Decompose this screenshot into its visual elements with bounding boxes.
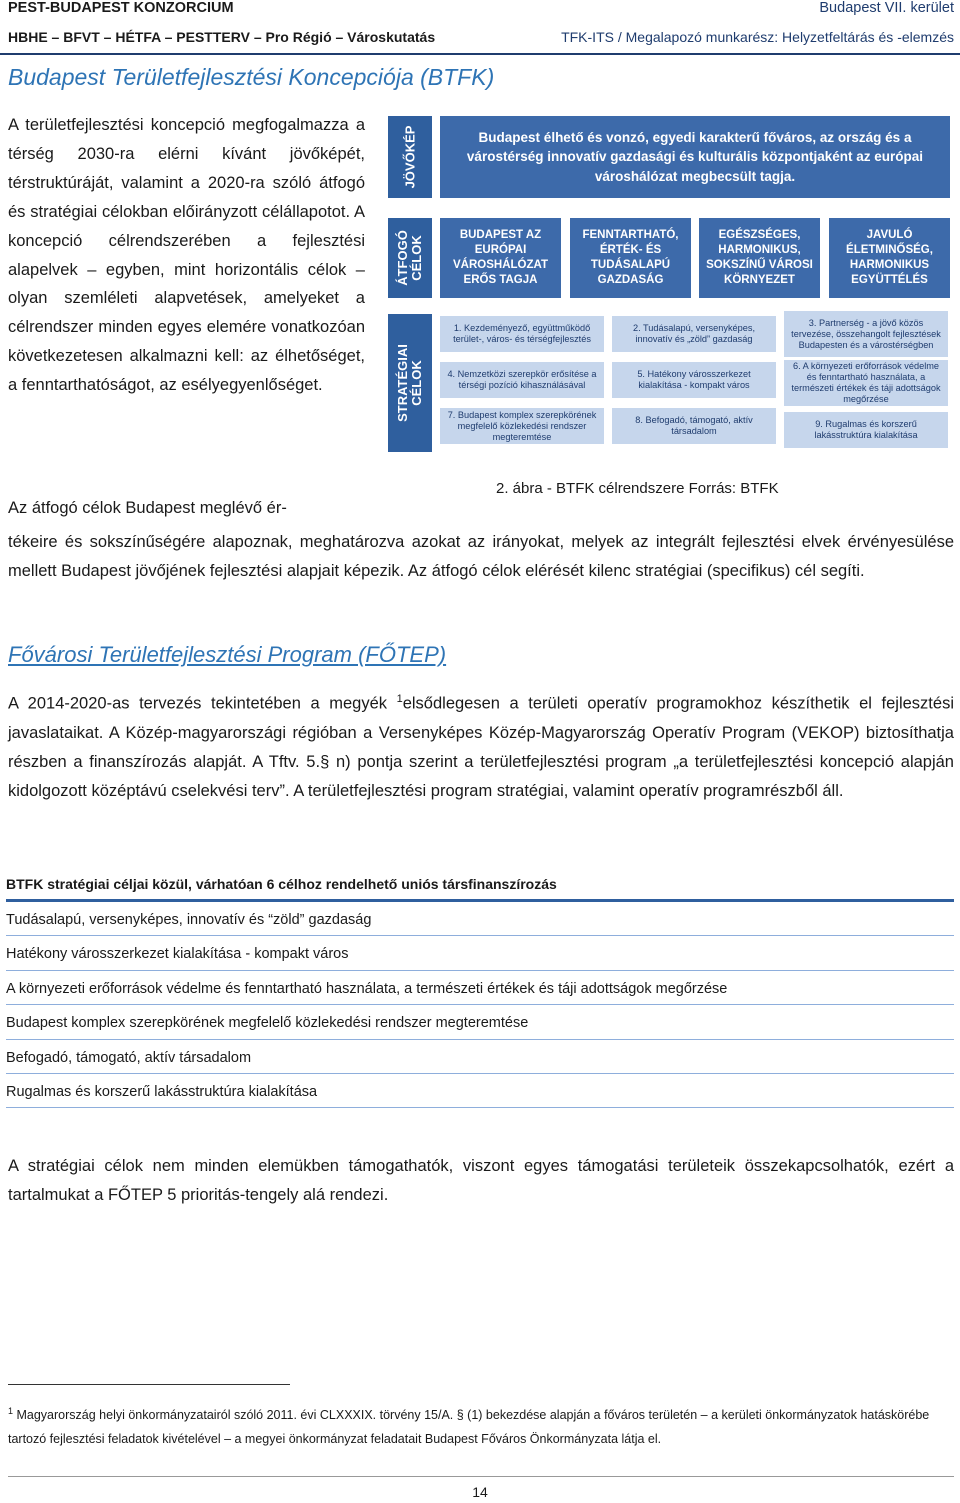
label-strategic: STRATÉGIAI CÉLOK [388,314,432,452]
btfk-goal-diagram [386,114,952,454]
fotep-paragraph: A 2014-2020-as tervezés tekintetében a megyék $^1$elsődlegesen a területi operatív programokhoz készíthetik el fejlesztési javaslataikat. A Közép-magyarországi régióban a Versenyképes Közép-Magyarország Operatív Program (VEKOP) biztosíthatja részben a finanszírozás alapját. A Tftv. 5.§ n) pontja szerint a területfejlesztési program „a területfejlesztési koncepció alapján kidolgozott középtávú cselekvési terv”. A területfejlesztési program stratégiai, valamint operatív programrészből áll. [8,693,954,800]
header-org: PEST-BUDAPEST KONZORCIUM [8,0,234,16]
table-row: Befogadó, támogató, aktív társadalom [6,1040,954,1074]
vision-box: Budapest élhető és vonzó, egyedi karakterű főváros, az ország és a várostérség innovatív gazdasági és kulturális központjaként az európai városhálózat megbecsült tagja. [440,116,950,198]
strategic-goal-box: 7. Budapest komplex szerepkörének megfelelő közlekedési rendszer megteremtése [440,408,604,444]
footnote: $^1$ Magyarország helyi önkormányzatairól szóló 2011. évi CLXXXIX. törvény 15/A. § (1) bekezdése alapján a főváros területén – a kerületi önkormányzatok hatáskörébe tartozó fejlesztési feladatok kivételével – a megyei önkormányzat feladatait Budapest Főváros Önkormányzata látja el. [8,1406,930,1447]
label-objectives: ÁTFOGÓ CÉLOK [388,218,432,298]
footnote-number: 1 [8,1406,14,1416]
objective-box: FENNTARTHATÓ, ÉRTÉK- ÉS TUDÁSALAPÚ GAZDASÁG [570,218,691,298]
strategic-goal-box: 8. Befogadó, támogató, aktív társadalom [612,408,776,444]
table-header: BTFK stratégiai céljai közül, várhatóan 6 célhoz rendelhető uniós társfinanszírozás [6,870,954,902]
objective-box: BUDAPEST AZ EURÓPAI VÁROSHÁLÓZAT ERŐS TAGJA [440,218,561,298]
header-doc: TFK-ITS / Megalapozó munkarész: Helyzetfeltárás és -elemzés [561,29,954,45]
table-row: A környezeti erőforrások védelme és fenntartható használata, a természeti értékek és táji adottságok megőrzése [6,971,954,1005]
objective-box: EGÉSZSÉGES, HARMONIKUS, SOKSZÍNŰ VÁROSI KÖRNYEZET [699,218,820,298]
cofinancing-table [6,870,954,1108]
page-header [0,0,960,56]
table-row: Budapest komplex szerepkörének megfelelő közlekedési rendszer megteremtése [6,1005,954,1039]
footer-divider [8,1476,954,1477]
section-title-btfk: Budapest Területfejlesztési Koncepciója (BTFK) [8,64,495,90]
table-row: Tudásalapú, versenyképes, innovatív és “zöld” gazdaság [6,902,954,936]
header-partners: HBHE – BFVT – HÉTFA – PESTTERV – Pro Régió – Városkutatás [8,29,436,45]
figure-caption: 2. ábra - BTFK célrendszere Forrás: BTFK [496,480,779,497]
strategic-goal-box: 1. Kezdeményező, együttműködő terület-, város- és térségfejlesztés [440,316,604,352]
section-title-fotep: Fővárosi Területfejlesztési Program (FŐTEP) [8,642,447,667]
header-district: Budapest VII. kerület [819,0,954,16]
header-divider [0,53,960,55]
strategic-goal-box: 4. Nemzetközi szerepkör erősítése a térségi pozíció kihasználásával [440,362,604,398]
label-vision: JÖVŐKÉP [388,116,432,198]
table-row: Hatékony városszerkezet kialakítása - kompakt város [6,936,954,970]
intro-paragraph: A területfejlesztési koncepció megfogalmazza a térség 2030-ra elérni kívánt jövőképét, térstruktúráját, valamint a 2020-ra szóló átfogó és stratégiai célokban előirányzott célállapotot. A koncepció célrendszerében a fejlesztési alapelvek – egyben, mint horizontális célok – olyan szemléleti alapvetések, amelyeket a célrendszer minden egyes elemére vonatkozóan következetesen alkalmazni kell: az élhetőséget, a fenntarthatóságot, az esélyegyenlőséget. [8,116,365,395]
strategic-goal-box: 2. Tudásalapú, versenyképes, innovatív és „zöld” gazdaság [612,316,776,352]
strategic-goal-box: 5. Hatékony városszerkezet kialakítása - kompakt város [612,362,776,398]
strategic-goal-box: 3. Partnerség - a jövő közös tervezése, összehangolt fejlesztések Budapesten és a várostérségben [784,311,948,357]
priority-axis-paragraph: A stratégiai célok nem minden elemükben támogathatók, viszont egyes támogatási területeik összekapcsolhatók, ezért a tartalmukat a FŐTEP 5 prioritás-tengely alá rendezi. [8,1157,954,1204]
para1-start: Az átfogó célok Budapest meglévő ér- [8,499,287,517]
table-row: Rugalmas és korszerű lakásstruktúra kialakítása [6,1074,954,1108]
page-number: 14 [472,1484,488,1500]
para1-body: tékeire és sokszínűségére alapoznak, meghatározva azokat az irányokat, melyek az integrált fejlesztési elvek érvényesülése mellett Budapest jövőjének fejlesztési alapjait képezik. Az átfogó célok elérését kilenc stratégiai (specifikus) cél segíti. [8,533,954,580]
footnote-ref[interactable]: 1 [396,693,403,705]
strategic-goal-box: 9. Rugalmas és korszerű lakásstruktúra kialakítása [784,412,948,448]
footnote-divider [8,1384,290,1385]
objective-box: JAVULÓ ÉLETMINŐSÉG, HARMONIKUS EGYÜTTÉLÉS [829,218,950,298]
strategic-goal-box: 6. A környezeti erőforrások védelme és fenntartható használata, a természeti értékek és táji adottságok megőrzése [784,360,948,406]
